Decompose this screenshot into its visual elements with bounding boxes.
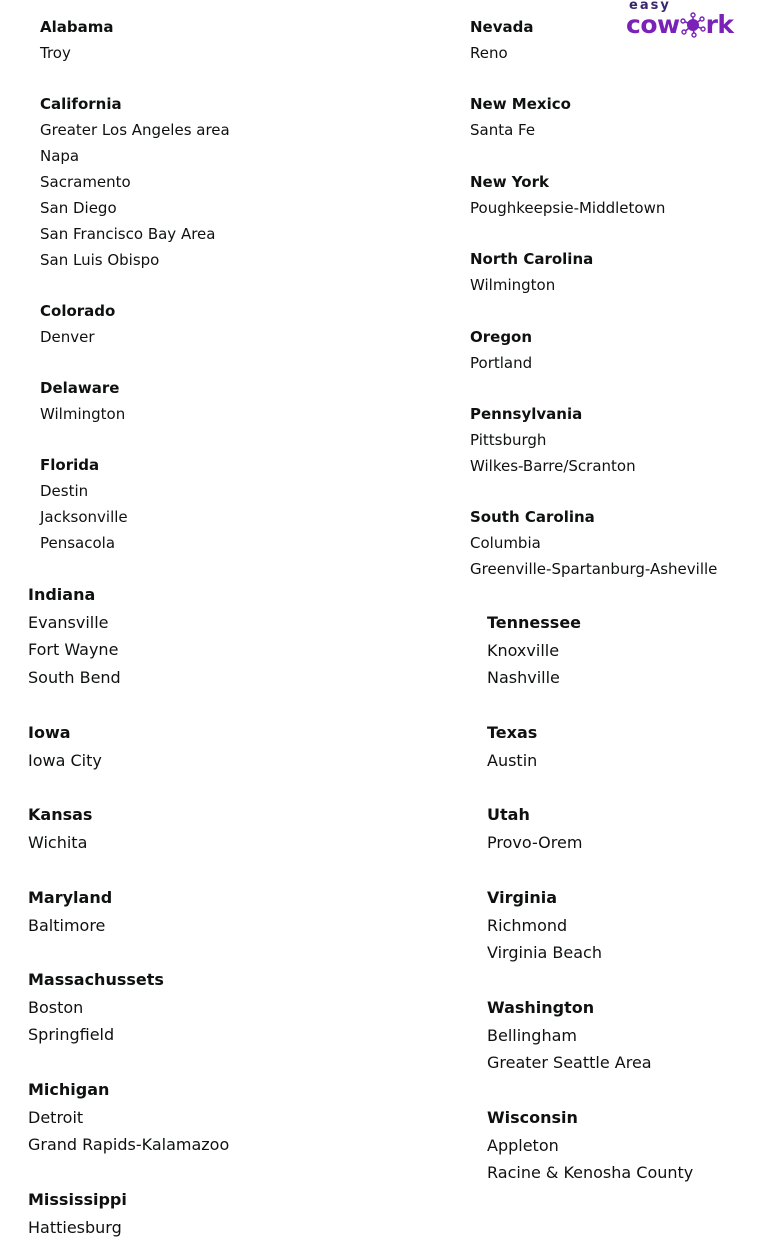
state-heading: Texas [487,723,538,742]
state-heading: Maryland [28,888,113,907]
state-group [28,884,112,939]
state-heading: North Carolina [470,250,594,268]
city-item: Greater Seattle Area [487,1053,652,1072]
state-group [470,14,534,66]
state-heading: Colorado [40,302,116,320]
state-heading: Pennsylvania [470,405,583,423]
network-node-icon [680,12,706,38]
state-heading: Michigan [28,1080,110,1099]
state-heading: New York [470,173,549,191]
city-item: Nashville [487,668,560,687]
city-item: Pittsburgh [470,431,547,449]
city-item: Columbia [470,534,541,552]
state-group [470,246,593,298]
city-item: Baltimore [28,915,106,935]
state-heading: Alabama [40,18,114,36]
state-heading: Washington [487,998,595,1017]
state-heading: Iowa [28,723,71,742]
city-item: Greater Los Angeles area [40,121,230,139]
state-group [487,994,652,1077]
city-item: Wilmington [470,276,556,294]
state-heading: Indiana [28,585,96,604]
easy-cowork-logo [626,0,756,44]
city-item: Grand Rapids-Kalamazoo [28,1135,230,1154]
city-item: Wichita [28,832,88,852]
city-item: Springfield [28,1025,115,1044]
city-item: Fort Wayne [28,640,119,659]
city-item: Denver [40,328,95,346]
city-item: San Francisco Bay Area [40,225,216,243]
logo-small-text: easy [629,0,671,13]
state-group [487,609,581,692]
state-group [28,1186,127,1241]
city-item: Detroit [28,1107,84,1127]
logo-text-after: rk [705,10,734,39]
state-group [470,91,571,143]
city-item: South Bend [28,667,121,687]
city-item: Wilkes-Barre/Scranton [470,457,636,475]
state-group [470,401,636,479]
state-group [40,375,125,427]
city-item: Provo-Orem [487,832,583,852]
city-item: Santa Fe [470,121,536,139]
state-group [28,966,164,1049]
city-item: Jacksonville [40,508,128,526]
state-group [40,91,230,273]
city-item: Appleton [487,1135,559,1155]
state-heading: Utah [487,805,530,824]
state-group [28,801,92,856]
city-item: Evansville [28,612,109,632]
state-group [28,1076,229,1159]
city-item: Knoxville [487,640,560,660]
city-item: Racine & Kenosha County [487,1163,694,1182]
state-heading: California [40,95,122,113]
state-heading: Wisconsin [487,1108,578,1127]
city-item: Wilmington [40,405,126,423]
state-group [40,14,113,66]
state-heading: South Carolina [470,508,595,526]
city-item: Iowa City [28,750,102,770]
city-item: Virginia Beach [487,943,602,962]
city-item: San Luis Obispo [40,251,160,269]
state-heading: Mississippi [28,1190,127,1209]
logo-wordmark [626,10,734,40]
state-heading: Oregon [470,328,533,346]
state-group [470,504,717,582]
city-item: Richmond [487,915,568,935]
state-group [487,1104,693,1187]
city-item: Austin [487,750,538,770]
state-group [487,719,537,774]
city-item: Destin [40,482,89,500]
state-group [487,884,602,967]
state-heading: Massachussets [28,970,164,989]
state-heading: New Mexico [470,95,571,113]
state-group [470,169,665,221]
city-item: Hattiesburg [28,1217,122,1237]
city-item: San Diego [40,199,117,217]
state-group [40,452,128,556]
logo-text-before: cow [626,10,680,39]
state-heading: Virginia [487,888,558,907]
city-item: Troy [40,44,71,62]
state-group [487,801,582,856]
state-group [28,719,102,774]
state-heading: Delaware [40,379,120,397]
city-item: Boston [28,997,84,1017]
state-heading: Nevada [470,18,534,36]
city-item: Pensacola [40,534,116,552]
city-item: Bellingham [487,1025,577,1045]
state-group [470,324,532,376]
city-item: Greenville-Spartanburg-Asheville [470,560,718,578]
city-item: Sacramento [40,173,131,191]
city-item: Reno [470,44,508,62]
state-group [40,298,115,350]
state-group [28,581,121,691]
city-item: Portland [470,354,533,372]
state-heading: Tennessee [487,613,582,632]
state-heading: Florida [40,456,100,474]
city-item: Poughkeepsie-Middletown [470,199,666,217]
city-item: Napa [40,147,80,165]
state-heading: Kansas [28,805,93,824]
